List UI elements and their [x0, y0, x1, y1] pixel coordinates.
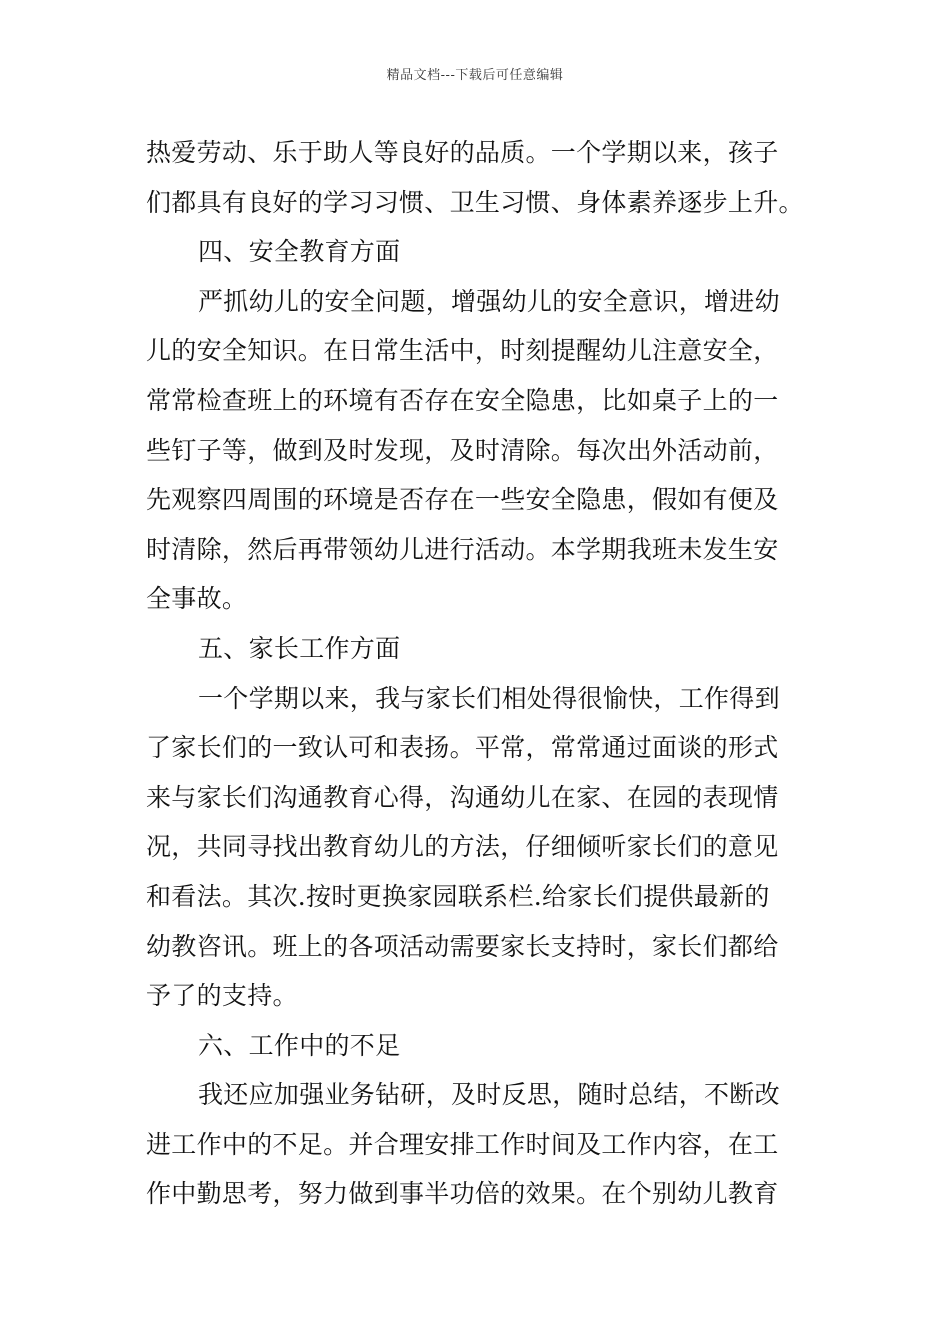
text-line: 予了的支持。 — [146, 981, 298, 1011]
text-line: 一个学期以来，我与家长们相处得很愉快，工作得到 — [198, 683, 780, 713]
text-line: 来与家长们沟通教育心得，沟通幼儿在家、在园的表现情 — [146, 782, 779, 812]
text-line: 热爱劳动、乐于助人等良好的品质。一个学期以来，孩子 — [146, 138, 779, 167]
section-heading-shortcomings: 六、工作中的不足 — [198, 1030, 401, 1060]
text-line: 时清除，然后再带领幼儿进行活动。本学期我班未发生安 — [146, 534, 779, 564]
text-line: 常常检查班上的环境有否存在安全隐患，比如桌子上的一 — [146, 385, 779, 415]
text-line: 先观察四周围的环境是否存在一些安全隐患，假如有便及 — [146, 485, 779, 515]
text-line: 儿的安全知识。在日常生活中，时刻提醒幼儿注意安全， — [146, 336, 779, 366]
text-line: 们都具有良好的学习习惯、卫生习惯、身体素养逐步上升。 — [146, 187, 804, 217]
text-line: 进工作中的不足。并合理安排工作时间及工作内容，在工 — [146, 1129, 779, 1159]
section-heading-parents: 五、家长工作方面 — [198, 633, 401, 663]
text-line: 全事故。 — [146, 584, 248, 614]
text-line: 作中勤思考，努力做到事半功倍的效果。在个别幼儿教育 — [146, 1179, 779, 1209]
text-line: 我还应加强业务钻研，及时反思，随时总结，不断改 — [198, 1080, 780, 1110]
page-header: 精品文档---下载后可任意编辑 — [386, 68, 564, 83]
document-body — [146, 128, 810, 1219]
text-line: 些钉子等，做到及时发现，及时清除。每次出外活动前， — [146, 435, 779, 465]
text-line: 和看法。其次.按时更换家园联系栏.给家长们提供最新的 — [146, 881, 770, 911]
text-line: 了家长们的一致认可和表扬。平常，常常通过面谈的形式 — [146, 733, 779, 763]
text-line: 况，共同寻找出教育幼儿的方法，仔细倾听家长们的意见 — [146, 832, 779, 862]
text-line: 严抓幼儿的安全问题，增强幼儿的安全意识，增进幼 — [198, 286, 780, 316]
section-heading-safety: 四、安全教育方面 — [198, 237, 401, 267]
text-line: 幼教咨讯。班上的各项活动需要家长支持时，家长们都给 — [146, 931, 779, 961]
